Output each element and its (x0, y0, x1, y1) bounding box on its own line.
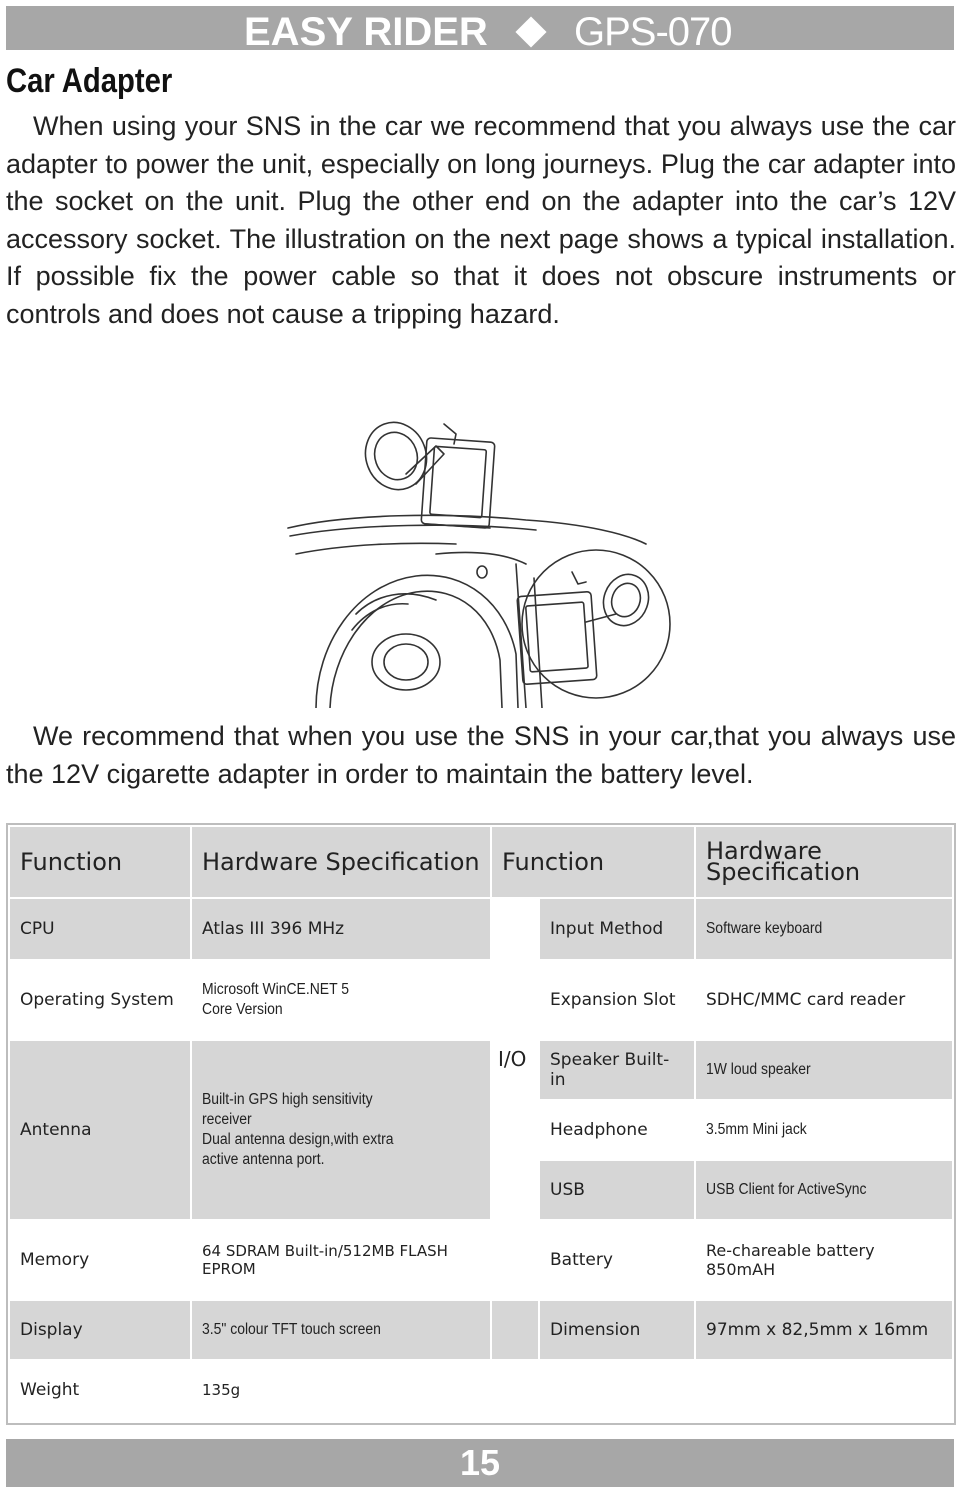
cell-spec: 97mm x 82,5mm x 16mm (695, 1300, 953, 1360)
cell-spec: 3.5mm Mini jack (695, 1100, 953, 1160)
cell-spec: USB Client for ActiveSync (695, 1160, 953, 1220)
header-spec-right: Hardware Specification (695, 826, 953, 898)
header-function-left: Function (9, 826, 191, 898)
cell-function: Memory (9, 1220, 191, 1300)
cell-spec: Built-in GPS high sensitivity receiver Dual antenna design,with extra active antenna port. (191, 1040, 491, 1220)
cell-function: Headphone (539, 1100, 695, 1160)
table-row (9, 1220, 953, 1300)
car-dashboard-gps-mount-icon (286, 404, 676, 708)
io-spacer (491, 1360, 539, 1420)
table-row (9, 960, 953, 1040)
section-title: Car Adapter (6, 62, 173, 100)
header-function-right: Function (491, 826, 695, 898)
cell-spec: 135g (191, 1360, 491, 1420)
diamond-icon (515, 16, 546, 47)
header-brand: EASY RIDER (244, 10, 488, 54)
header-model: GPS-070 (574, 10, 732, 54)
cell-function: Weight (9, 1360, 191, 1420)
cell-empty (539, 1360, 695, 1420)
table-row (9, 1360, 953, 1420)
cell-function: Speaker Built-in (539, 1040, 695, 1100)
cell-function: Operating System (9, 960, 191, 1040)
intro-text: When using your SNS in the car we recommend that you always use the car adapter to power the unit, especially on long journeys. Plug the car adapter into the socket on the unit. Plug the other end on the adapter into the car’s 12V accessory socket. The illustration on the next page shows a typical installation. If possible fix the power cable so that it does not obscure instruments or controls and does not cause a tripping hazard. (6, 111, 956, 329)
cell-empty (695, 1360, 953, 1420)
cell-function: CPU (9, 898, 191, 960)
io-spacer (491, 1300, 539, 1360)
table-row (9, 1040, 953, 1100)
cell-function: Display (9, 1300, 191, 1360)
intro-paragraph (6, 108, 956, 333)
table-row (9, 1300, 953, 1360)
cell-function: Battery (539, 1220, 695, 1300)
cell-function: Dimension (539, 1300, 695, 1360)
table-header-row (9, 826, 953, 898)
cell-spec: Atlas III 396 MHz (191, 898, 491, 960)
table-row (9, 898, 953, 960)
cell-spec: SDHC/MMC card reader (695, 960, 953, 1040)
page-footer (6, 1439, 954, 1487)
header-spec-left: Hardware Specification (191, 826, 491, 898)
page-number: 15 (459, 1442, 501, 1483)
recommend-paragraph (6, 718, 956, 793)
cell-function: Expansion Slot (539, 960, 695, 1040)
cell-function: Antenna (9, 1040, 191, 1220)
spec-table (8, 825, 954, 1421)
io-spacer (491, 1220, 539, 1300)
cell-function: USB (539, 1160, 695, 1220)
cell-spec: 1W loud speaker (695, 1040, 953, 1100)
cell-function: Input Method (539, 898, 695, 960)
cell-spec: Software keyboard (695, 898, 953, 960)
cell-spec: 64 SDRAM Built-in/512MB FLASH EPROM (191, 1220, 491, 1300)
page-header (6, 6, 954, 54)
cell-spec: Microsoft WinCE.NET 5 Core Version (191, 960, 491, 1040)
recommend-text: We recommend that when you use the SNS in your car,that you always use the 12V cigarette adapter in order to maintain the battery level. (6, 721, 956, 789)
windshield-gps-unit (356, 414, 495, 528)
cell-spec: 3.5" colour TFT touch screen (191, 1300, 491, 1360)
io-label: I/O (491, 898, 539, 1220)
cell-spec: Re-chareable battery 850mAH (695, 1220, 953, 1300)
